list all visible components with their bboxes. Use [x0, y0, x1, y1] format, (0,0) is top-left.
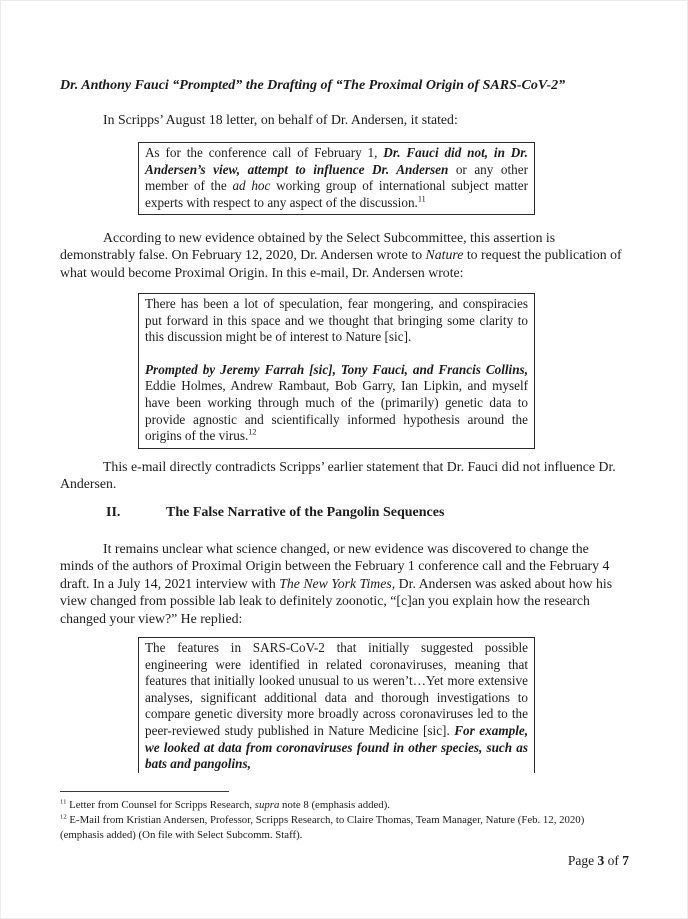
document-title: Dr. Anthony Fauci “Prompted” the Drafting of “The Proximal Origin of SARS-CoV-2”	[60, 78, 566, 93]
blockquote-nyt-interview	[138, 637, 535, 773]
page-number: 3	[597, 853, 605, 868]
quote-paragraph	[145, 296, 528, 346]
text-segment: E-Mail from Kristian Andersen, Professor, Scripps Research, to Claire Thomas, Team Manager, Nature (Feb. 12, 2020) (emphasis added) (On file with Select Subcomm. Staff).	[60, 813, 585, 841]
text-segment: Eddie Holmes, Andrew Rambaut, Bob Garry, Ian Lipkin, and myself have been working through much of the (primarily) genetic data to provide agnostic and scientifically informed hypothesis around the origins of the virus.	[145, 378, 528, 444]
paragraph-unclear	[60, 540, 622, 627]
page-label: Page	[567, 853, 595, 868]
footnote-marker: 12	[60, 813, 67, 821]
text-segment: or any other member of the	[145, 161, 528, 194]
footnote-11	[60, 798, 622, 813]
footnotes-block	[60, 798, 622, 842]
emphasis-text: Prompted by Jeremy Farrah [sic], Tony Fauci, and Francis Collins,	[145, 361, 528, 377]
text-segment: In Scripps’ August 18 letter, on behalf of Dr. Andersen, it stated:	[103, 112, 458, 127]
italic-text: supra	[254, 799, 280, 811]
italic-text: ad hoc	[232, 178, 271, 194]
italic-text: Nature	[425, 247, 464, 263]
footnote-12	[60, 813, 622, 843]
blockquote-andersen-email	[138, 293, 535, 449]
of-label: of	[607, 853, 619, 868]
paragraph-according	[60, 229, 622, 281]
footnote-ref-11: 11	[417, 194, 426, 204]
emphasis-text: Dr. Fauci did not, in Dr. Andersen’s view, attempt to influence Dr. Andersen	[145, 145, 528, 177]
emphasis-text: For example, we looked at data from coronaviruses found in other species, such as bats and pangolins,	[145, 722, 529, 772]
section-heading-ii	[60, 505, 622, 521]
italic-text: The New York Times	[279, 575, 392, 591]
footnote-separator	[60, 791, 229, 792]
text-segment: There has been a lot of speculation, fear mongering, and conspiracies put forward in this space and we thought that bringing some clarity to this discussion might be of interest to Nature [sic].	[145, 296, 528, 345]
text-segment: According to new evidence obtained by the Select Subcommittee, this assertion is demonstrably false. On February 12, 2020, Dr. Andersen wrote to	[60, 230, 556, 263]
text-segment: This e-mail directly contradicts Scripps’ earlier statement that Dr. Fauci did not influence Dr. Andersen.	[60, 459, 616, 492]
footnote-marker: 11	[60, 798, 67, 806]
section-number: II.	[106, 505, 121, 520]
text-segment: , Dr. Andersen was asked about how his view changed from possible lab leak to definitely zoonotic, “[c]an you explain how the research changed your view?” He replied:	[60, 575, 613, 626]
quote-paragraph	[145, 362, 528, 445]
text-segment: to request the publication of what would become Proximal Origin. In this e-mail, Dr. Andersen wrote:	[60, 247, 622, 280]
text-segment: Letter from Counsel for Scripps Research,	[69, 799, 255, 811]
total-pages: 7	[622, 853, 629, 868]
page-number-footer	[568, 853, 629, 869]
text-segment: working group of international subject matter experts with respect to any aspect of the discussion.	[145, 178, 529, 210]
text-segment: The features in SARS-CoV-2 that initially suggested possible engineering were identified in related coronaviruses, meaning that features that initially looked unusual to us weren’t…Yet more extensive analyses, significant additional data and thorough investigations to compare genetic diversity more broadly across coronaviruses led to the peer-reviewed study published in Nature Medicine [sic].	[145, 640, 528, 738]
text-segment: It remains unclear what science changed, or new evidence was discovered to change the minds of the authors of Proximal Origin between the February 1 conference call and the February 4 draft. In a July 14, 2021 interview with	[60, 541, 610, 591]
blockquote-scripps-letter	[138, 142, 535, 215]
section-title: The False Narrative of the Pangolin Sequences	[166, 505, 445, 520]
text-segment: note 8 (emphasis added).	[279, 799, 390, 811]
paragraph-contradicts	[60, 458, 622, 493]
text-segment: As for the conference call of February 1,	[145, 145, 384, 160]
intro-paragraph	[60, 111, 622, 128]
footnote-ref-12: 12	[248, 427, 257, 437]
